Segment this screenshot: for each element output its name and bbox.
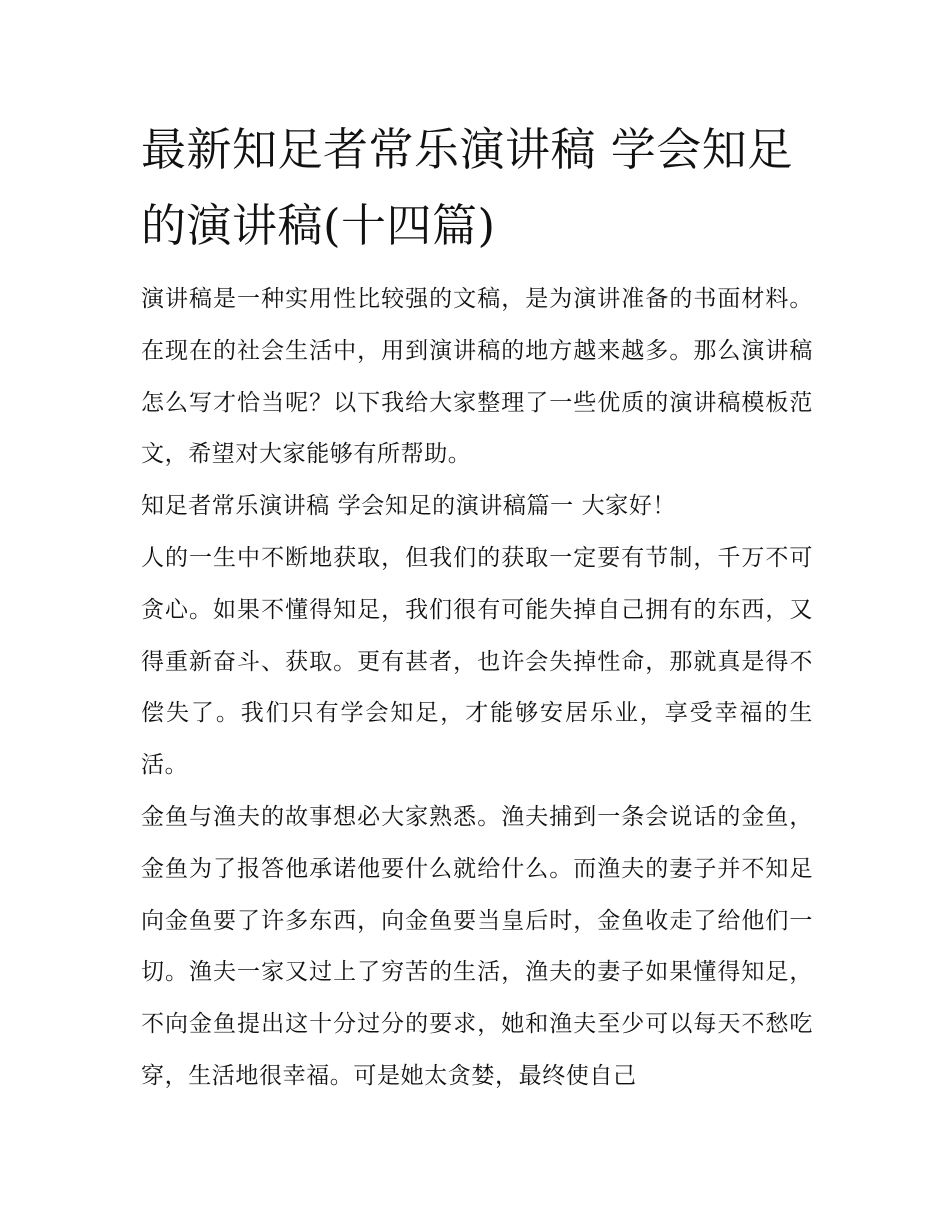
document-content [141,112,813,1103]
document-body [141,274,813,1103]
section-heading-paragraph: 知足者常乐演讲稿 学会知足的演讲稿篇一 大家好！ [141,493,677,520]
body-paragraph: 人的一生中不断地获取，但我们的获取一定要有节制，千万不可贪心。如果不懂得知足，我们很有可能失掉自己拥有的东西，又得重新奋斗、获取。更有甚者，也许会失掉性命，那就真是得不偿失了。我们只有学会知足，才能够安居乐业，享受幸福的生活。 [141,544,813,779]
body-paragraph: 金鱼与渔夫的故事想必大家熟悉。渔夫捕到一条会说话的金鱼，金鱼为了报答他承诺他要什么就给什么。而渔夫的妻子并不知足向金鱼要了许多东西，向金鱼要当皇后时，金鱼收走了给他们一切。渔夫一家又过上了穷苦的生活，渔夫的妻子如果懂得知足，不向金鱼提出这十分过分的要求，她和渔夫至少可以每天不愁吃穿，生活地很幸福。可是她太贪婪，最终使自己 [141,803,813,1089]
document-title: 最新知足者常乐演讲稿 学会知足的演讲稿(十四篇) [141,123,793,252]
intro-paragraph: 演讲稿是一种实用性比较强的文稿，是为演讲准备的书面材料。在现在的社会生活中，用到演讲稿的地方越来越多。那么演讲稿怎么写才恰当呢？以下我给大家整理了一些优质的演讲稿模板范文，希望对大家能够有所帮助。 [141,286,813,468]
